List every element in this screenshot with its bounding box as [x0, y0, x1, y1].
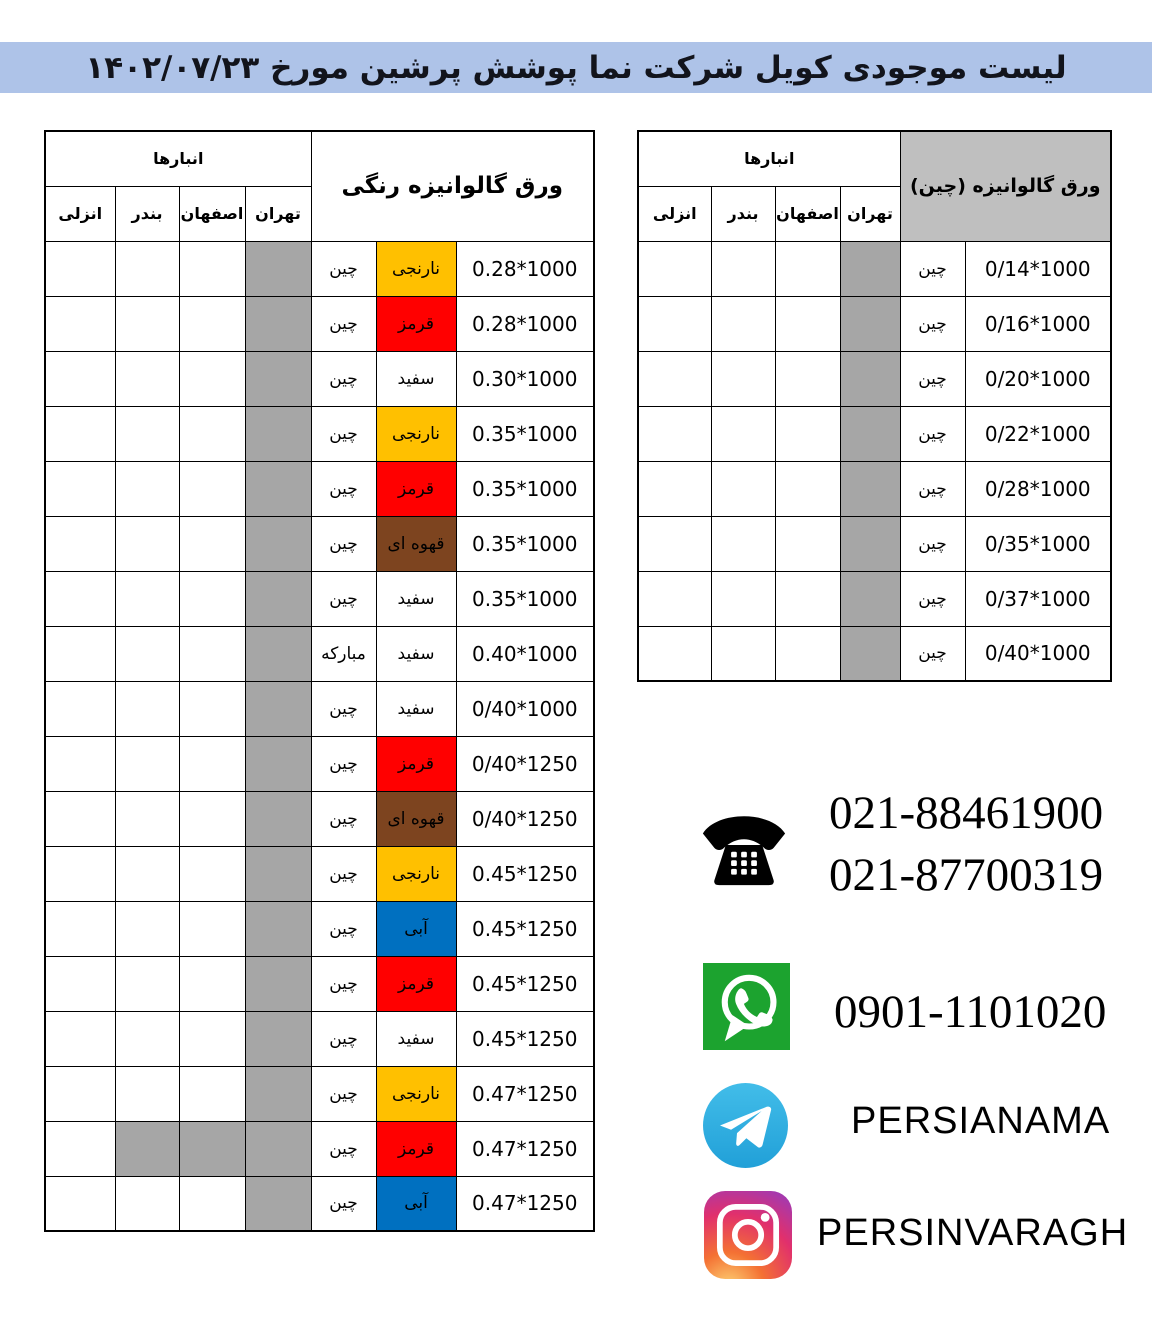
warehouse-cell-isfahan [179, 351, 245, 406]
origin-cell: چین [311, 516, 376, 571]
origin-cell: چین [311, 681, 376, 736]
warehouse-cell-anzali [45, 1066, 115, 1121]
warehouse-cell-anzali [45, 846, 115, 901]
color-swatch-cell: قرمز [376, 736, 456, 791]
warehouse-cell-tehran [245, 736, 311, 791]
column-header-bandar: بندر [115, 186, 179, 241]
warehouse-cell-isfahan [775, 461, 840, 516]
warehouse-cell-tehran [840, 296, 900, 351]
phone-numbers [829, 782, 1103, 906]
origin-cell: چین [900, 461, 965, 516]
color-swatch-cell: قرمز [376, 461, 456, 516]
column-header-tehran: تهران [245, 186, 311, 241]
galvanized-china-table [637, 130, 1112, 682]
origin-cell: چین [311, 296, 376, 351]
size-cell: 0.47*1250 [456, 1121, 594, 1176]
warehouse-cell-tehran [245, 846, 311, 901]
warehouse-cell-anzali [45, 241, 115, 296]
table-row [45, 241, 594, 296]
size-cell: 0.40*1000 [456, 626, 594, 681]
warehouse-cell-tehran [840, 241, 900, 296]
warehouse-cell-bandar [711, 296, 775, 351]
column-header-bandar: بندر [711, 186, 775, 241]
warehouse-cell-anzali [45, 516, 115, 571]
table-row [45, 1176, 594, 1231]
size-cell: 0.30*1000 [456, 351, 594, 406]
table-row [45, 1066, 594, 1121]
origin-cell: چین [311, 791, 376, 846]
warehouse-cell-bandar [115, 791, 179, 846]
warehouse-cell-isfahan [179, 791, 245, 846]
warehouse-cell-bandar [115, 296, 179, 351]
warehouse-cell-anzali [45, 1176, 115, 1231]
table-row [45, 406, 594, 461]
size-cell: 0.35*1000 [456, 406, 594, 461]
warehouse-cell-bandar [115, 681, 179, 736]
size-cell: 0.35*1000 [456, 571, 594, 626]
color-swatch-cell: قرمز [376, 1121, 456, 1176]
warehouse-cell-anzali [45, 461, 115, 516]
origin-cell: چین [311, 1011, 376, 1066]
table-row [45, 956, 594, 1011]
warehouse-cell-anzali [638, 351, 711, 406]
table-row [45, 681, 594, 736]
origin-cell: چین [311, 1176, 376, 1231]
warehouse-cell-anzali [638, 516, 711, 571]
size-cell: 0/40*1000 [456, 681, 594, 736]
warehouse-cell-tehran [840, 516, 900, 571]
warehouse-cell-anzali [45, 1011, 115, 1066]
size-cell: 0/40*1250 [456, 791, 594, 846]
color-swatch-cell: قهوه ای [376, 516, 456, 571]
warehouses-header: انبارها [45, 131, 311, 186]
table-row [45, 1121, 594, 1176]
origin-cell: چین [900, 626, 965, 681]
table-row [45, 296, 594, 351]
origin-cell: چین [900, 516, 965, 571]
phone-number-1: 021-88461900 [829, 787, 1104, 839]
warehouse-cell-tehran [245, 1121, 311, 1176]
size-cell: 0.45*1250 [456, 846, 594, 901]
warehouses-header: انبارها [638, 131, 900, 186]
size-cell: 0/20*1000 [965, 351, 1111, 406]
origin-cell: چین [311, 1066, 376, 1121]
size-cell: 0.28*1000 [456, 296, 594, 351]
warehouse-cell-isfahan [179, 241, 245, 296]
whatsapp-icon [703, 963, 790, 1050]
size-cell: 0/37*1000 [965, 571, 1111, 626]
warehouse-cell-anzali [45, 736, 115, 791]
warehouse-cell-bandar [711, 351, 775, 406]
origin-cell: چین [311, 241, 376, 296]
table-row [45, 626, 594, 681]
warehouse-cell-anzali [45, 1121, 115, 1176]
origin-cell: چین [311, 901, 376, 956]
warehouse-cell-bandar [115, 626, 179, 681]
color-swatch-cell: نارنجی [376, 846, 456, 901]
color-swatch-cell: نارنجی [376, 1066, 456, 1121]
warehouse-cell-bandar [115, 901, 179, 956]
color-swatch-cell: سفید [376, 626, 456, 681]
table-row [638, 461, 1111, 516]
warehouse-cell-anzali [45, 681, 115, 736]
column-header-anzali: انزلی [638, 186, 711, 241]
origin-cell: چین [900, 406, 965, 461]
telegram-icon [703, 1083, 788, 1168]
warehouse-cell-anzali [45, 296, 115, 351]
size-cell: 0/14*1000 [965, 241, 1111, 296]
warehouse-cell-isfahan [179, 681, 245, 736]
warehouse-cell-isfahan [179, 901, 245, 956]
table-row [638, 516, 1111, 571]
table-row [638, 406, 1111, 461]
warehouse-cell-isfahan [179, 1121, 245, 1176]
table-row [638, 351, 1111, 406]
warehouse-cell-bandar [115, 351, 179, 406]
warehouse-cell-bandar [711, 461, 775, 516]
color-swatch-cell: سفید [376, 1011, 456, 1066]
table-row [45, 846, 594, 901]
warehouse-cell-tehran [840, 351, 900, 406]
warehouse-cell-anzali [45, 571, 115, 626]
warehouse-cell-tehran [245, 571, 311, 626]
telegram-handle: PERSIANAMA [851, 1100, 1111, 1142]
table-row [638, 626, 1111, 681]
color-swatch-cell: قرمز [376, 296, 456, 351]
warehouse-cell-isfahan [179, 516, 245, 571]
size-cell: 0.47*1250 [456, 1066, 594, 1121]
warehouse-cell-tehran [840, 461, 900, 516]
origin-cell: چین [311, 736, 376, 791]
origin-cell: چین [311, 406, 376, 461]
column-header-anzali: انزلی [45, 186, 115, 241]
size-cell: 0/28*1000 [965, 461, 1111, 516]
warehouse-cell-tehran [245, 1066, 311, 1121]
warehouse-cell-isfahan [179, 296, 245, 351]
phone-number-2: 021-87700319 [829, 849, 1104, 901]
warehouse-cell-bandar [711, 241, 775, 296]
warehouse-cell-bandar [115, 516, 179, 571]
warehouse-cell-bandar [115, 241, 179, 296]
origin-cell: چین [311, 1121, 376, 1176]
warehouse-cell-anzali [638, 406, 711, 461]
warehouse-cell-isfahan [179, 1176, 245, 1231]
warehouse-cell-isfahan [179, 1011, 245, 1066]
warehouse-cell-isfahan [179, 1066, 245, 1121]
table-row [638, 571, 1111, 626]
size-cell: 0.28*1000 [456, 241, 594, 296]
warehouse-cell-anzali [638, 571, 711, 626]
size-cell: 0.45*1250 [456, 901, 594, 956]
size-cell: 0.45*1250 [456, 956, 594, 1011]
warehouse-cell-isfahan [775, 296, 840, 351]
warehouse-cell-isfahan [179, 736, 245, 791]
table-row [45, 736, 594, 791]
color-swatch-cell: قهوه ای [376, 791, 456, 846]
table-row [638, 241, 1111, 296]
table-row [45, 791, 594, 846]
origin-cell: چین [900, 241, 965, 296]
warehouse-cell-anzali [45, 351, 115, 406]
warehouse-cell-tehran [245, 681, 311, 736]
table-row [638, 296, 1111, 351]
warehouse-cell-anzali [45, 901, 115, 956]
warehouse-cell-isfahan [179, 406, 245, 461]
warehouse-cell-bandar [115, 461, 179, 516]
whatsapp-number: 0901-1101020 [834, 986, 1107, 1038]
warehouse-cell-isfahan [179, 461, 245, 516]
table-row [45, 516, 594, 571]
warehouse-cell-anzali [638, 296, 711, 351]
warehouse-cell-bandar [115, 736, 179, 791]
column-header-tehran: تهران [840, 186, 900, 241]
table-row [45, 1011, 594, 1066]
warehouse-cell-bandar [115, 956, 179, 1011]
warehouse-cell-isfahan [775, 571, 840, 626]
warehouse-cell-isfahan [179, 571, 245, 626]
origin-cell: چین [311, 846, 376, 901]
warehouse-cell-anzali [45, 791, 115, 846]
size-cell: 0.35*1000 [456, 516, 594, 571]
warehouse-cell-tehran [840, 626, 900, 681]
warehouse-cell-bandar [711, 406, 775, 461]
instagram-handle: PERSINVARAGH [817, 1212, 1129, 1254]
warehouse-cell-tehran [840, 571, 900, 626]
warehouse-cell-bandar [711, 626, 775, 681]
origin-cell: چین [900, 351, 965, 406]
origin-cell: چین [311, 956, 376, 1011]
colored-galvanized-table [44, 130, 595, 1232]
warehouse-cell-bandar [115, 406, 179, 461]
table-row [45, 571, 594, 626]
size-cell: 0.45*1250 [456, 1011, 594, 1066]
warehouse-cell-bandar [115, 1066, 179, 1121]
warehouse-cell-bandar [115, 1121, 179, 1176]
size-cell: 0/22*1000 [965, 406, 1111, 461]
warehouse-cell-tehran [245, 901, 311, 956]
origin-cell: چین [311, 571, 376, 626]
warehouse-cell-anzali [45, 406, 115, 461]
warehouse-cell-anzali [638, 461, 711, 516]
size-cell: 0/16*1000 [965, 296, 1111, 351]
warehouse-cell-isfahan [775, 406, 840, 461]
color-swatch-cell: سفید [376, 351, 456, 406]
phone-icon [696, 801, 792, 889]
warehouse-cell-isfahan [775, 241, 840, 296]
warehouse-cell-tehran [245, 956, 311, 1011]
warehouse-cell-tehran [245, 241, 311, 296]
warehouse-cell-tehran [840, 406, 900, 461]
warehouse-cell-bandar [115, 1011, 179, 1066]
warehouse-cell-tehran [245, 1176, 311, 1231]
page-title-bar [0, 42, 1152, 93]
table-row [45, 461, 594, 516]
warehouse-cell-isfahan [179, 626, 245, 681]
column-header-isfahan: اصفهان [775, 186, 840, 241]
table-row [45, 901, 594, 956]
color-swatch-cell: سفید [376, 571, 456, 626]
size-cell: 0/40*1250 [456, 736, 594, 791]
warehouse-cell-anzali [45, 626, 115, 681]
warehouse-cell-tehran [245, 626, 311, 681]
warehouse-cell-anzali [638, 626, 711, 681]
warehouse-cell-bandar [711, 516, 775, 571]
warehouse-cell-tehran [245, 351, 311, 406]
table-row [45, 351, 594, 406]
warehouse-cell-tehran [245, 516, 311, 571]
warehouse-cell-tehran [245, 406, 311, 461]
warehouse-cell-tehran [245, 1011, 311, 1066]
warehouse-cell-anzali [45, 956, 115, 1011]
warehouse-cell-isfahan [179, 956, 245, 1011]
warehouse-cell-anzali [638, 241, 711, 296]
color-swatch-cell: نارنجی [376, 406, 456, 461]
instagram-icon [704, 1191, 792, 1279]
origin-cell: چین [311, 461, 376, 516]
color-swatch-cell: آبی [376, 901, 456, 956]
warehouse-cell-tehran [245, 791, 311, 846]
warehouse-cell-bandar [711, 571, 775, 626]
origin-cell: مبارکه [311, 626, 376, 681]
warehouse-cell-isfahan [179, 846, 245, 901]
origin-cell: چین [900, 571, 965, 626]
warehouse-cell-bandar [115, 1176, 179, 1231]
size-cell: 0.35*1000 [456, 461, 594, 516]
size-cell: 0/40*1000 [965, 626, 1111, 681]
origin-cell: چین [900, 296, 965, 351]
color-swatch-cell: آبی [376, 1176, 456, 1231]
size-cell: 0/35*1000 [965, 516, 1111, 571]
warehouse-cell-isfahan [775, 516, 840, 571]
warehouse-cell-tehran [245, 461, 311, 516]
warehouse-cell-bandar [115, 571, 179, 626]
size-cell: 0.47*1250 [456, 1176, 594, 1231]
warehouse-cell-bandar [115, 846, 179, 901]
warehouse-cell-isfahan [775, 626, 840, 681]
warehouse-cell-isfahan [775, 351, 840, 406]
column-header-isfahan: اصفهان [179, 186, 245, 241]
color-swatch-cell: قرمز [376, 956, 456, 1011]
color-swatch-cell: سفید [376, 681, 456, 736]
color-swatch-cell: نارنجی [376, 241, 456, 296]
origin-cell: چین [311, 351, 376, 406]
warehouse-cell-tehran [245, 296, 311, 351]
right-table-title: ورق گالوانیزه (چین) [900, 131, 1111, 241]
page-title: لیست موجودی کویل شرکت نما پوشش پرشین مورخ ۱۴۰۲/۰۷/۲۳ [85, 49, 1067, 86]
left-table-title: ورق گالوانیزه رنگی [311, 131, 594, 241]
